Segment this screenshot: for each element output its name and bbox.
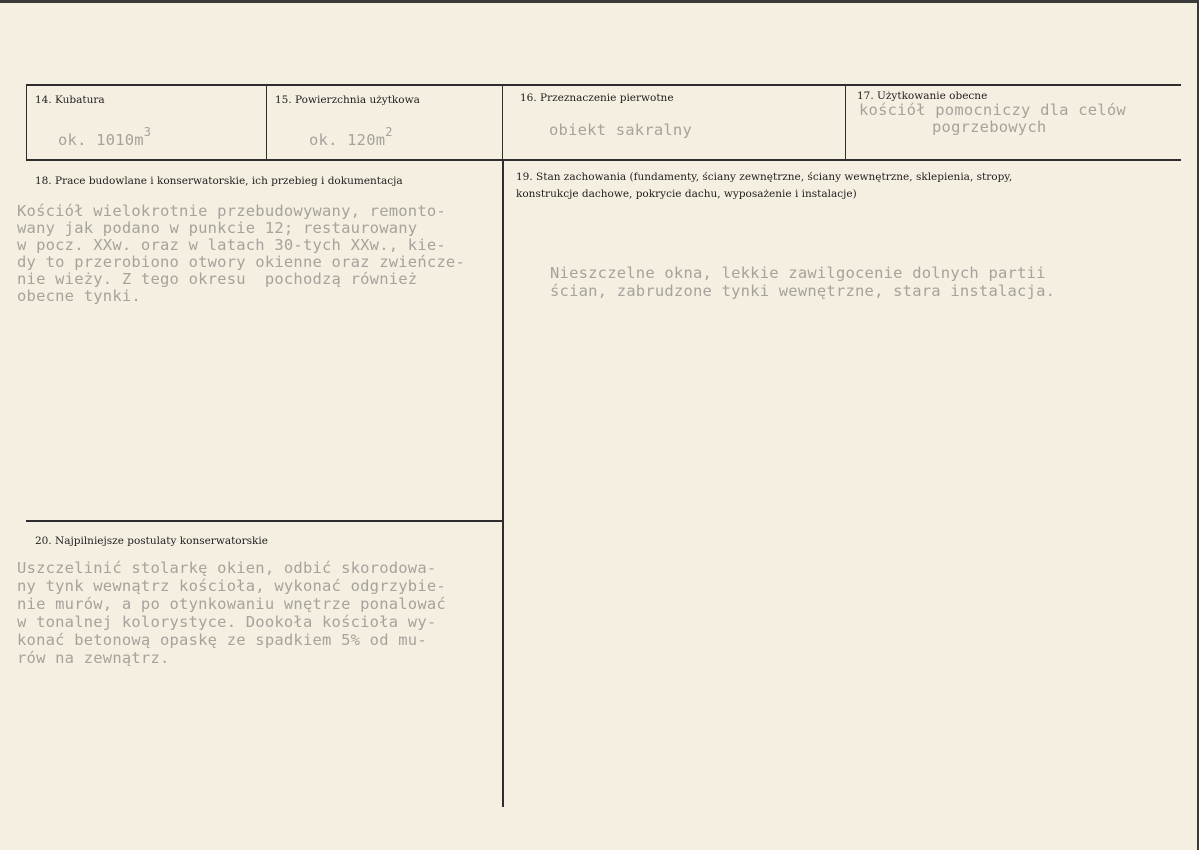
divider-18-20 xyxy=(26,520,503,522)
field-14-sup: 3 xyxy=(143,125,152,139)
field-20-line-4: w tonalnej kolorystyce. Dookoła kościoła wy- xyxy=(17,613,437,631)
top-rule xyxy=(26,84,1181,86)
field-17-line-1: kościół pomocniczy dla celów xyxy=(859,101,1126,119)
field-16-label: 16. Przeznaczenie pierwotne xyxy=(520,92,674,104)
main-vertical-divider xyxy=(502,159,504,807)
field-15-label: 15. Powierzchnia użytkowa xyxy=(275,94,420,106)
field-19-line-1: Nieszczelne okna, lekkie zawilgocenie dolnych partii xyxy=(550,264,1046,282)
field-20-line-5: konać betonową opaskę ze spadkiem 5% od mu- xyxy=(17,631,427,649)
field-18-line-5: nie wieży. Z tego okresu pochodzą również xyxy=(17,270,418,288)
left-border-top xyxy=(26,84,27,161)
field-20-line-2: ny tynk wewnątrz kościoła, wykonać odgrzybie- xyxy=(17,577,446,595)
field-14-label: 14. Kubatura xyxy=(35,94,105,106)
field-18-line-6: obecne tynki. xyxy=(17,287,141,305)
field-18-line-3: w pocz. XXw. oraz w latach 30-tych XXw., kie- xyxy=(17,236,446,254)
field-20-label: 20. Najpilniejsze postulaty konserwatorskie xyxy=(35,535,268,547)
row-divider xyxy=(26,159,1181,161)
divider-14-15 xyxy=(266,84,267,161)
field-18-line-2: wany jak podano w punkcie 12; restaurowany xyxy=(17,219,418,237)
field-16-value: obiekt sakralny xyxy=(549,121,692,139)
divider-15-16 xyxy=(502,84,503,161)
field-18-line-4: dy to przerobiono otwory okienne oraz zwieńcze- xyxy=(17,253,465,271)
field-15-value: ok. $120m^2$ xyxy=(309,125,393,149)
divider-16-17 xyxy=(845,84,846,161)
field-19-label-line-2: konstrukcje dachowe, pokrycie dachu, wyposażenie i instalacje) xyxy=(516,188,857,200)
field-19-label-line-1: 19. Stan zachowania (fundamenty, ściany zewnętrzne, ściany wewnętrzne, sklepienia, stropy, xyxy=(516,171,1013,183)
field-17-line-2: pogrzebowych xyxy=(932,118,1047,136)
field-18-line-1: Kościół wielokrotnie przebudowywany, remonto- xyxy=(17,202,446,220)
field-17-label: 17. Użytkowanie obecne xyxy=(857,90,988,102)
field-20-line-6: rów na zewnątrz. xyxy=(17,649,170,667)
field-20-line-1: Uszczelinić stolarkę okien, odbić skorodowa- xyxy=(17,559,437,577)
field-15-sup: 2 xyxy=(385,125,393,139)
field-18-label: 18. Prace budowlane i konserwatorskie, ich przebieg i dokumentacja xyxy=(35,175,403,187)
field-20-line-3: nie murów, a po otynkowaniu wnętrze ponalować xyxy=(17,595,446,613)
field-14-value: ok. $1010m^3$ xyxy=(58,125,152,149)
field-19-line-2: ścian, zabrudzone tynki wewnętrzne, stara instalacja. xyxy=(550,282,1056,300)
